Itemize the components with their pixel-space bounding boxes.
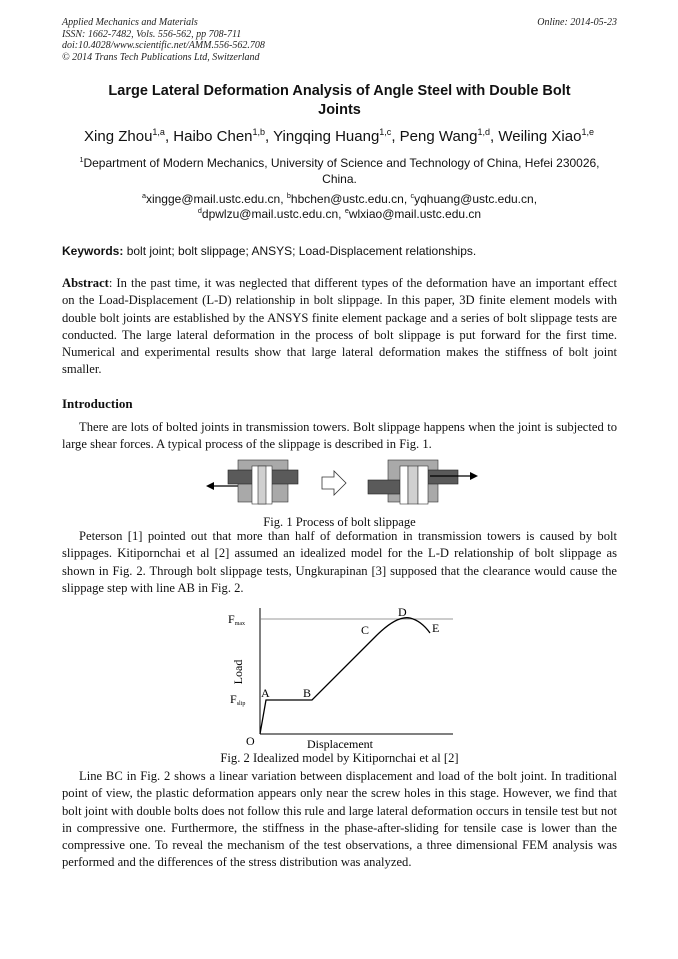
point-a-label: A [261, 686, 270, 700]
doi-line: doi:10.4028/www.scientific.net/AMM.556-562.708 [62, 40, 265, 51]
figure-2-caption: Fig. 2 Idealized model by Kitipornchai et al [2] [220, 751, 459, 765]
fmax-label: Fmax [228, 612, 246, 627]
keywords-text: bolt joint; bolt slippage; ANSYS; Load-Displacement relationships. [123, 244, 477, 258]
copyright-line: © 2014 Trans Tech Publications Ltd, Switzerland [62, 51, 260, 63]
process-arrow-icon [322, 471, 346, 495]
keywords-label: Keywords: [62, 244, 124, 258]
bolt-shank [258, 466, 266, 504]
paper-title [62, 82, 617, 120]
issn-line: ISSN: 1662-7482, Vols. 556-562, pp 708-711 [62, 28, 242, 40]
plate-left-slipped [368, 480, 400, 494]
journal-header [62, 17, 617, 63]
email-a[interactable]: xingge@mail.ustc.edu.cn, [145, 192, 284, 206]
author-list [40, 127, 638, 147]
author: Haibo Chen$^{1,b}$, [173, 127, 274, 145]
journal-name: Applied Mechanics and Materials [62, 17, 198, 28]
email-c[interactable]: yqhuang@ustc.edu.cn, [414, 192, 538, 206]
abstract-label: Abstract [62, 276, 109, 290]
point-c-label: C [361, 623, 370, 637]
author: Xing Zhou$^{1,a}$, [84, 127, 174, 145]
title-line-2: Joints [318, 102, 361, 118]
author: Weiling Xiao$^{1,e}$ [498, 127, 594, 145]
intro-paragraph-2: Peterson [1] pointed out that more than half of deformation in transmission towers is caused by bolt slippages. Kitipornchai et al [2] assumed an idealized model for the L-D relationship of bolt slippage as shown in Fig. 2. Through bolt slippage tests, Ungkurapinan [3] supposed that the clearance would cause the slippage step with line AB in Fig. 2. [62, 529, 617, 595]
author-emails: $^a$xingge@mail.ustc.edu.cn, $^b$hbchen@ustc.edu.cn, $^c$yqhuang@ustc.edu.cn, $^d$dpwlzu@mail.ustc.edu.cn, $^e$wlxiao@mail.ustc.edu.cn [141, 191, 538, 221]
figure-1-caption: Fig. 1 Process of bolt slippage [263, 515, 416, 529]
bolt-gap-left [400, 466, 408, 504]
point-d-label: D [398, 605, 407, 619]
intro-paragraph-3: Line BC in Fig. 2 shows a linear variation between displacement and load of the bolt joint. In traditional point of view, the plastic deformation appears only near the screw holes in this stage. However, we find that bolt joint with double bolts does not follow this rule and large lateral deformation occurs in tensile test but not in compressive one. Furthermore, the stiffness in the phase-after-sliding for tensile case is lower than the compressive one. To reveal the mechanism of the test observations, a three dimensional FEM analysis was performed and the differences of the stress distribution was analyzed. [62, 769, 617, 870]
fslip-label: Fslip [230, 692, 246, 707]
right-arrowhead [470, 472, 478, 480]
ld-curve [260, 618, 430, 734]
title-line-1: Large Lateral Deformation Analysis of Angle Steel with Double Bolt [108, 83, 571, 99]
online-date: Online: 2014-05-23 [537, 17, 617, 28]
figure-2-load-displacement [218, 602, 468, 754]
email-b[interactable]: hbchen@ustc.edu.cn, [290, 192, 408, 206]
point-e-label: E [432, 621, 440, 635]
keywords [62, 244, 617, 259]
intro-paragraph-1: There are lots of bolted joints in transmission towers. Bolt slippage happens when the joint is subjected to large shear forces. A typical process of the slippage is described in Fig. 1. [62, 420, 617, 452]
bolt-shank-slipped [408, 466, 418, 504]
section-heading-introduction: Introduction [62, 396, 133, 411]
email-e[interactable]: wlxiao@mail.ustc.edu.cn [348, 207, 482, 221]
origin-label: O [246, 734, 255, 748]
author: Peng Wang$^{1,d}$, [399, 127, 499, 145]
figure-1-bolt-slippage [200, 452, 480, 514]
x-axis-label: Displacement [307, 737, 373, 751]
abstract-text: : In the past time, it was neglected that different types of the deformation have an important effect on the Load-Displacement (L-D) relationship in bolt slippage. In this paper, 3D finite element models with double bolt joints are established by the ANSYS finite element package and a series of bolt slippage tests are conducted. The large lateral deformation in the process of bolt slippage is put forward for the first time. Numerical and experimental results show that large lateral deformation makes the stiffness of bolt joint smaller. [62, 276, 617, 377]
email-d[interactable]: dpwlzu@mail.ustc.edu.cn, [201, 207, 342, 221]
left-arrowhead [206, 482, 214, 490]
abstract [62, 275, 617, 379]
y-axis-label: Load [231, 659, 245, 685]
plate-right-slipped [428, 470, 458, 484]
author: Yingqing Huang$^{1,c}$, [273, 127, 400, 145]
bolt-gap-right [418, 466, 428, 504]
point-b-label: B [303, 686, 312, 700]
plate-right [268, 470, 298, 484]
affiliation: $^1$Department of Modern Mechanics, University of Science and Technology of China, Hefei 230026, China. [79, 155, 600, 186]
